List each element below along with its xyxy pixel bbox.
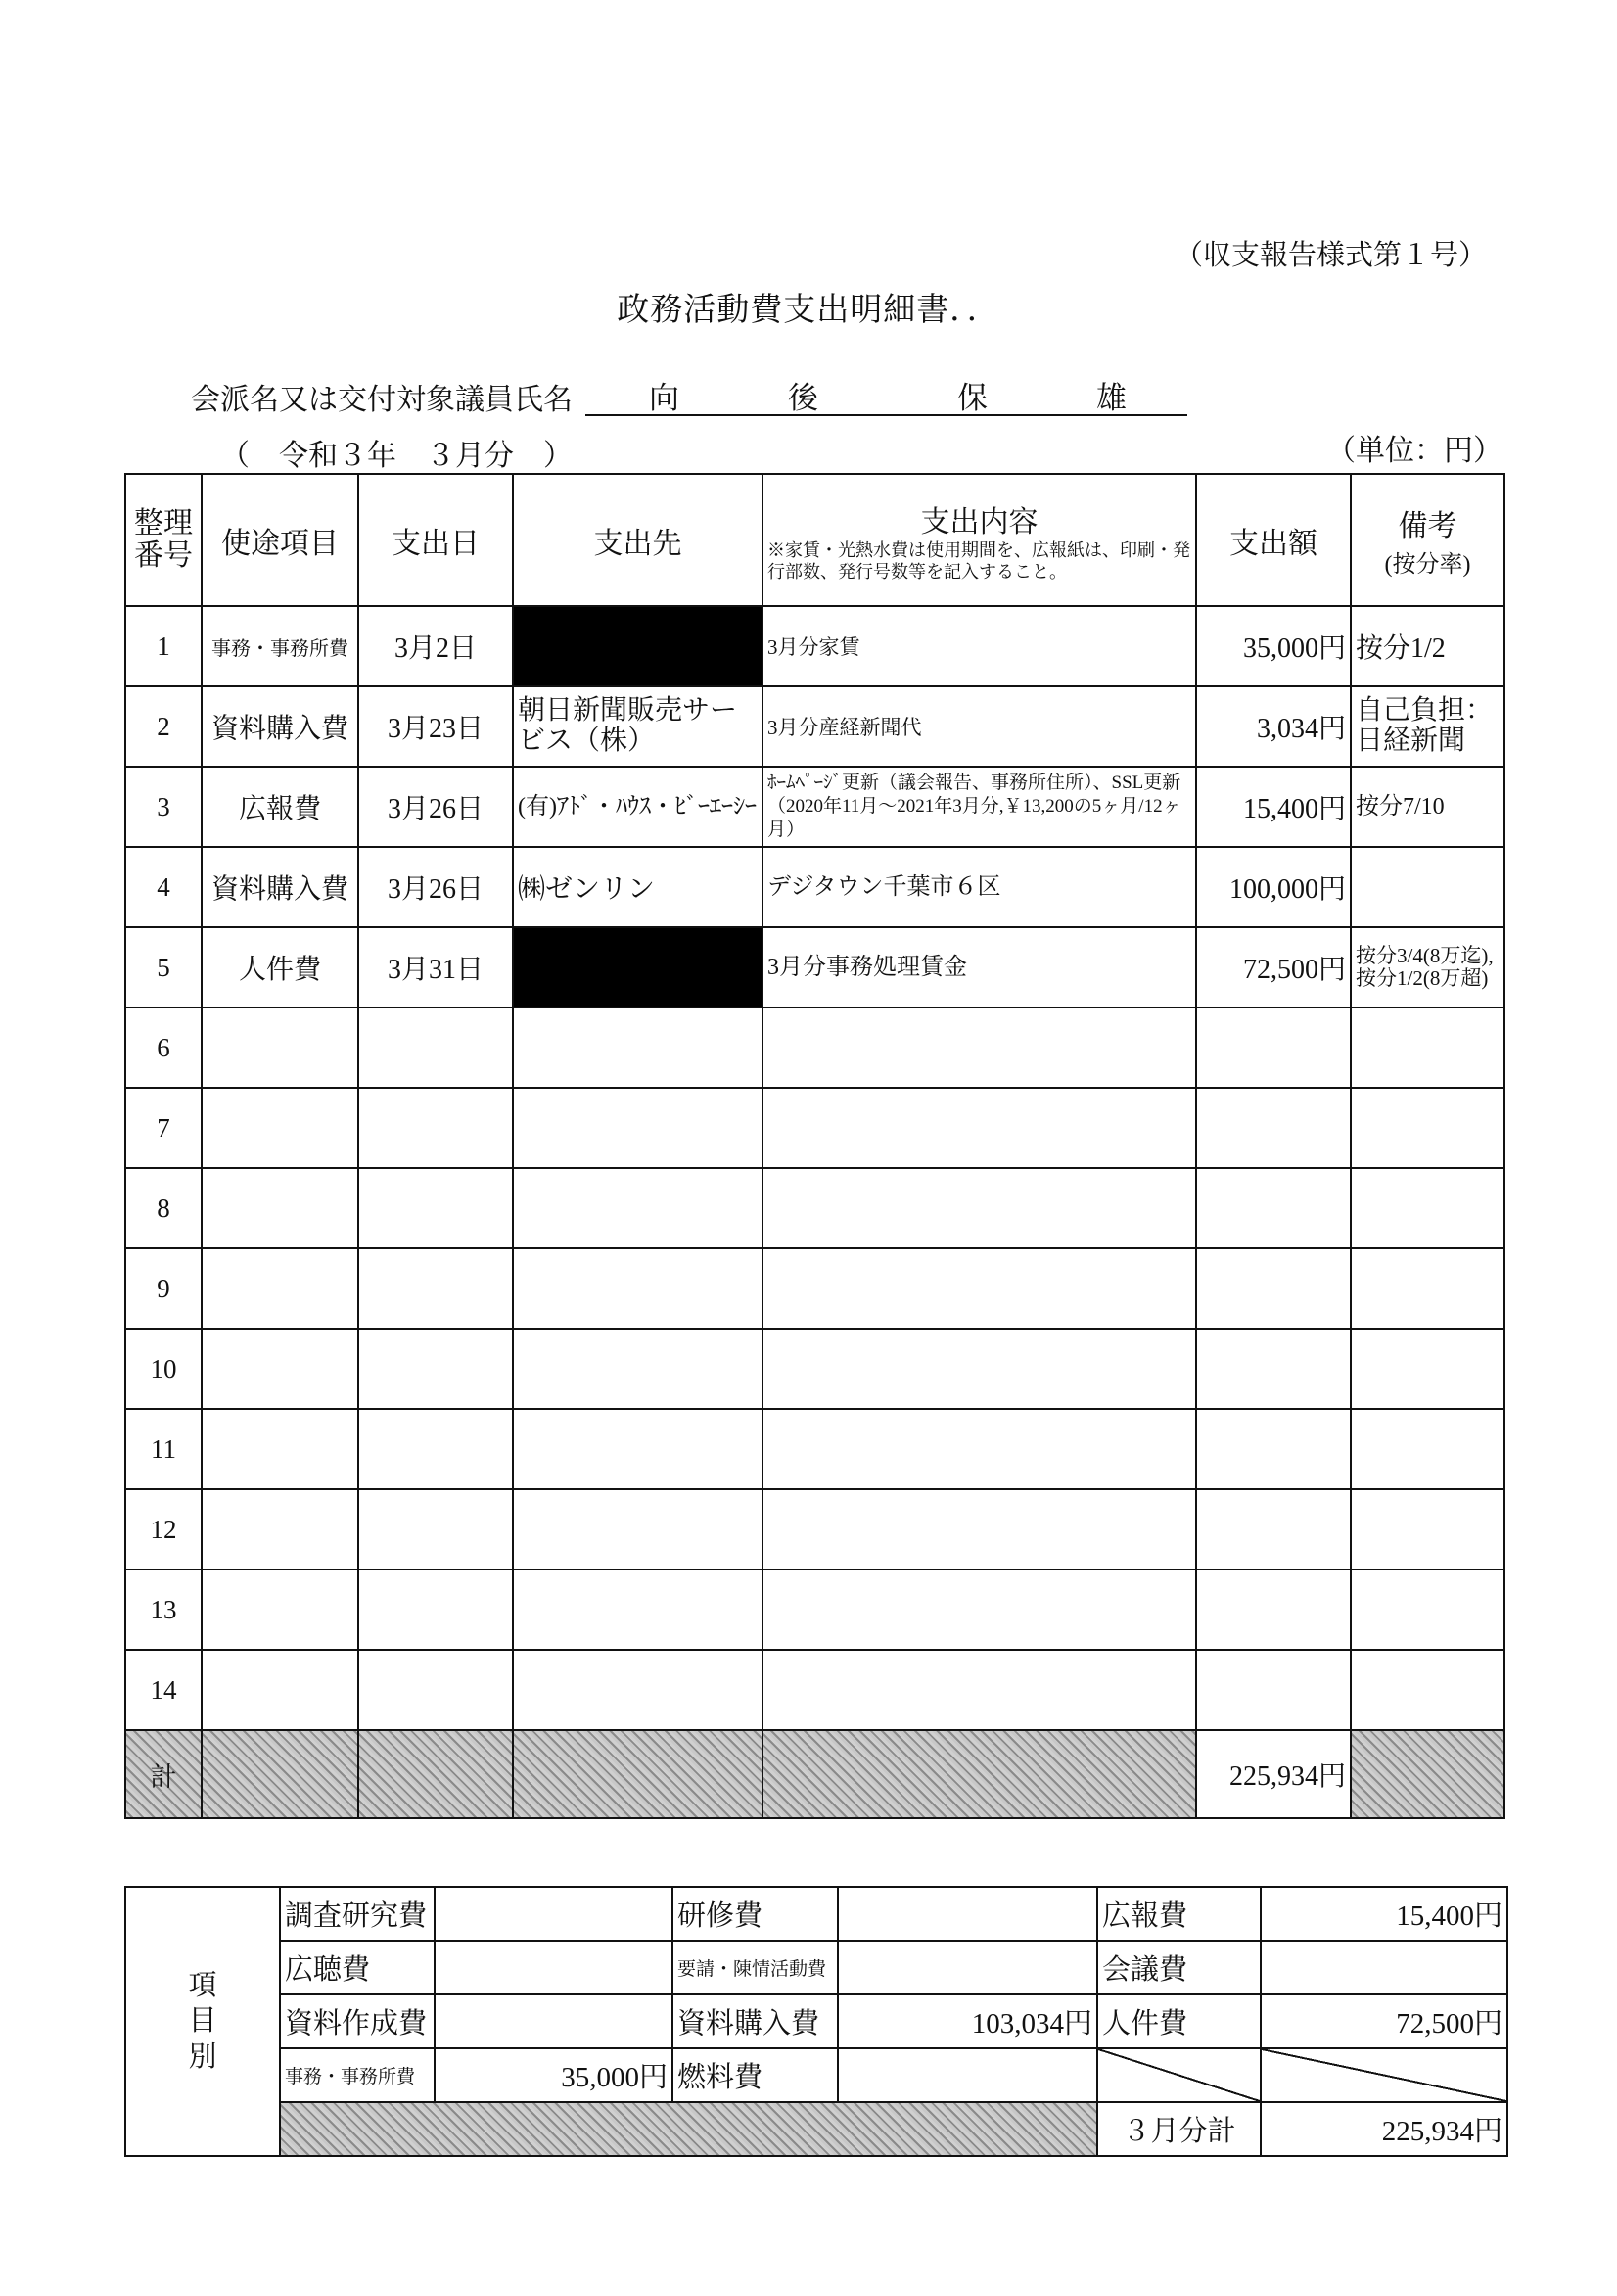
table-row — [125, 1409, 1504, 1489]
header-amount: 支出額 — [1196, 474, 1351, 606]
table-row — [125, 1329, 1504, 1409]
shaded-cell — [1351, 1730, 1504, 1818]
row-category: 事務・事務所費 — [202, 606, 358, 686]
row-category: 資料購入費 — [202, 686, 358, 767]
row-date: 3月26日 — [358, 847, 513, 927]
row-payee — [513, 1168, 762, 1248]
row-category: 人件費 — [202, 927, 358, 1007]
row-content: 3月分家賃 — [762, 606, 1196, 686]
row-payee — [513, 1007, 762, 1088]
member-name-char: 後 — [788, 381, 818, 415]
row-payee — [513, 1329, 762, 1409]
row-category — [202, 1088, 358, 1168]
summary-label: 研修費 — [672, 1887, 838, 1941]
total-row — [125, 1730, 1504, 1818]
row-category — [202, 1570, 358, 1650]
row-category — [202, 1409, 358, 1489]
unit-label: （単位：円） — [1326, 435, 1502, 467]
row-no: 7 — [125, 1088, 202, 1168]
table-row — [125, 1088, 1504, 1168]
diagonal-blank-cell — [1261, 2048, 1507, 2102]
table-row — [125, 767, 1504, 847]
row-amount: 72,500円 — [1196, 927, 1351, 1007]
header-remarks-sub: (按分率) — [1384, 552, 1471, 578]
summary-label: 広聴費 — [280, 1941, 435, 1994]
row-content — [762, 1088, 1196, 1168]
shaded-cell — [358, 1730, 513, 1818]
row-no: 3 — [125, 767, 202, 847]
summary-row — [125, 1941, 1507, 1994]
row-no: 5 — [125, 927, 202, 1007]
row-remarks — [1351, 1088, 1504, 1168]
row-remarks: 按分7/10 — [1351, 767, 1504, 847]
row-no: 2 — [125, 686, 202, 767]
row-payee — [513, 1248, 762, 1329]
row-remarks — [1351, 1329, 1504, 1409]
row-content — [762, 1650, 1196, 1730]
summary-row — [125, 1994, 1507, 2048]
title-suffix: ．． — [949, 293, 1000, 328]
summary-value — [838, 2048, 1097, 2102]
row-content: 3月分産経新聞代 — [762, 686, 1196, 767]
header-remarks — [1351, 474, 1504, 606]
row-category — [202, 1007, 358, 1088]
table-row — [125, 1168, 1504, 1248]
document-title-text: 政務活動費支出明細書 — [617, 293, 950, 328]
row-category — [202, 1248, 358, 1329]
row-content — [762, 1007, 1196, 1088]
shaded-cell — [202, 1730, 358, 1818]
group-name-label: 会派名又は交付対象議員氏名 — [191, 384, 573, 416]
summary-value: 72,500円 — [1261, 1994, 1507, 2048]
redacted-payee — [513, 606, 762, 686]
row-amount — [1196, 1007, 1351, 1088]
row-amount: 3,034円 — [1196, 686, 1351, 767]
summary-label: 調査研究費 — [280, 1887, 435, 1941]
summary-value — [1261, 1941, 1507, 1994]
summary-label: 広報費 — [1097, 1887, 1261, 1941]
document-title — [0, 284, 1617, 330]
summary-value: 35,000円 — [435, 2048, 672, 2102]
row-category — [202, 1329, 358, 1409]
summary-label: 資料作成費 — [280, 1994, 435, 2048]
row-payee — [513, 1088, 762, 1168]
row-content — [762, 1248, 1196, 1329]
row-amount — [1196, 1088, 1351, 1168]
row-date: 3月31日 — [358, 927, 513, 1007]
row-remarks — [1351, 1168, 1504, 1248]
row-category — [202, 1489, 358, 1570]
row-date — [358, 1088, 513, 1168]
row-content: 3月分事務処理賃金 — [762, 927, 1196, 1007]
row-date — [358, 1007, 513, 1088]
total-label: 計 — [125, 1730, 202, 1818]
row-amount — [1196, 1329, 1351, 1409]
shaded-cell — [280, 2102, 1097, 2156]
member-name-char: 保 — [957, 381, 988, 415]
row-no: 10 — [125, 1329, 202, 1409]
header-content-title: 支出内容 — [920, 505, 1039, 539]
row-remarks — [1351, 1248, 1504, 1329]
header-content — [762, 474, 1196, 606]
summary-value: 103,034円 — [838, 1994, 1097, 2048]
row-no: 4 — [125, 847, 202, 927]
expense-table — [124, 473, 1505, 1819]
row-date — [358, 1168, 513, 1248]
row-date — [358, 1248, 513, 1329]
table-row — [125, 1007, 1504, 1088]
row-remarks: 按分3/4(8万迄),按分1/2(8万超) — [1351, 927, 1504, 1007]
row-content — [762, 1329, 1196, 1409]
summary-value — [435, 1994, 672, 2048]
row-amount — [1196, 1570, 1351, 1650]
row-no: 11 — [125, 1409, 202, 1489]
row-no: 1 — [125, 606, 202, 686]
row-amount: 15,400円 — [1196, 767, 1351, 847]
summary-label: 燃料費 — [672, 2048, 838, 2102]
row-content — [762, 1168, 1196, 1248]
row-date — [358, 1409, 513, 1489]
summary-row — [125, 2102, 1507, 2156]
row-content: デジタウン千葉市６区 — [762, 847, 1196, 927]
row-payee — [513, 1570, 762, 1650]
table-row — [125, 606, 1504, 686]
summary-label: 資料購入費 — [672, 1994, 838, 2048]
row-remarks: 按分1/2 — [1351, 606, 1504, 686]
table-row — [125, 1570, 1504, 1650]
row-category: 広報費 — [202, 767, 358, 847]
summary-value — [838, 1941, 1097, 1994]
table-row — [125, 927, 1504, 1007]
member-name-field — [585, 373, 1187, 416]
row-no: 13 — [125, 1570, 202, 1650]
member-name-char: 雄 — [1096, 381, 1127, 415]
summary-value: 15,400円 — [1261, 1887, 1507, 1941]
row-amount — [1196, 1168, 1351, 1248]
table-row — [125, 1489, 1504, 1570]
summary-row — [125, 2048, 1507, 2102]
row-payee: ㈱ゼンリン — [513, 847, 762, 927]
table-row — [125, 847, 1504, 927]
row-category — [202, 1168, 358, 1248]
diagonal-blank-cell — [1097, 2048, 1261, 2102]
summary-row-label: 項目別 — [125, 1887, 280, 2156]
row-content — [762, 1489, 1196, 1570]
month-total-value: 225,934円 — [1261, 2102, 1507, 2156]
row-date — [358, 1570, 513, 1650]
row-payee: (有)ｱﾄﾞ・ﾊｳｽ・ﾋﾞｰｴｰｼｰ — [513, 767, 762, 847]
row-payee: 朝日新聞販売サービス（株） — [513, 686, 762, 767]
row-content — [762, 1570, 1196, 1650]
row-no: 14 — [125, 1650, 202, 1730]
header-date: 支出日 — [358, 474, 513, 606]
row-no: 9 — [125, 1248, 202, 1329]
member-name-char: 向 — [649, 381, 679, 415]
row-amount: 35,000円 — [1196, 606, 1351, 686]
row-amount — [1196, 1650, 1351, 1730]
shaded-cell — [762, 1730, 1196, 1818]
row-remarks — [1351, 1007, 1504, 1088]
row-payee — [513, 1650, 762, 1730]
summary-label: 会議費 — [1097, 1941, 1261, 1994]
row-amount: 100,000円 — [1196, 847, 1351, 927]
header-payee: 支出先 — [513, 474, 762, 606]
row-remarks — [1351, 847, 1504, 927]
summary-value — [435, 1941, 672, 1994]
row-remarks — [1351, 1409, 1504, 1489]
row-amount — [1196, 1248, 1351, 1329]
row-no: 12 — [125, 1489, 202, 1570]
row-date — [358, 1489, 513, 1570]
summary-label: 人件費 — [1097, 1994, 1261, 2048]
row-date — [358, 1650, 513, 1730]
row-category — [202, 1650, 358, 1730]
report-period: （ 令和３年 ３月分 ） — [220, 440, 573, 472]
row-content — [762, 1409, 1196, 1489]
row-remarks — [1351, 1570, 1504, 1650]
redacted-payee — [513, 927, 762, 1007]
row-remarks — [1351, 1489, 1504, 1570]
form-number: （収支報告様式第１号） — [1175, 240, 1488, 271]
row-date: 3月2日 — [358, 606, 513, 686]
category-summary-table — [124, 1886, 1508, 2157]
summary-value — [435, 1887, 672, 1941]
header-remarks-title: 備考 — [1398, 510, 1457, 542]
row-payee — [513, 1489, 762, 1570]
row-amount — [1196, 1489, 1351, 1570]
row-content: ﾎｰﾑﾍﾟｰｼﾞ更新（議会報告、事務所住所）、SSL更新（2020年11月～2021年3月分,￥13,200の5ヶ月/12ヶ月） — [762, 767, 1196, 847]
row-no: 8 — [125, 1168, 202, 1248]
row-amount — [1196, 1409, 1351, 1489]
row-date: 3月23日 — [358, 686, 513, 767]
summary-row — [125, 1887, 1507, 1941]
table-header-row — [125, 474, 1504, 606]
header-content-note: ※家賃・光熱水費は使用期間を、広報紙は、印刷・発行部数、発行号数等を記入すること。 — [767, 539, 1190, 582]
row-category: 資料購入費 — [202, 847, 358, 927]
summary-value — [838, 1887, 1097, 1941]
row-no: 6 — [125, 1007, 202, 1088]
header-category: 使途項目 — [202, 474, 358, 606]
total-amount: 225,934円 — [1196, 1730, 1351, 1818]
table-row — [125, 686, 1504, 767]
row-remarks: 自己負担：日経新聞 — [1351, 686, 1504, 767]
row-payee — [513, 1409, 762, 1489]
header-no: 整理番号 — [125, 474, 202, 606]
table-row — [125, 1650, 1504, 1730]
table-row — [125, 1248, 1504, 1329]
month-total-label: ３月分計 — [1097, 2102, 1261, 2156]
shaded-cell — [513, 1730, 762, 1818]
row-date: 3月26日 — [358, 767, 513, 847]
row-remarks — [1351, 1650, 1504, 1730]
summary-label: 要請・陳情活動費 — [672, 1941, 838, 1994]
summary-label: 事務・事務所費 — [280, 2048, 435, 2102]
row-date — [358, 1329, 513, 1409]
